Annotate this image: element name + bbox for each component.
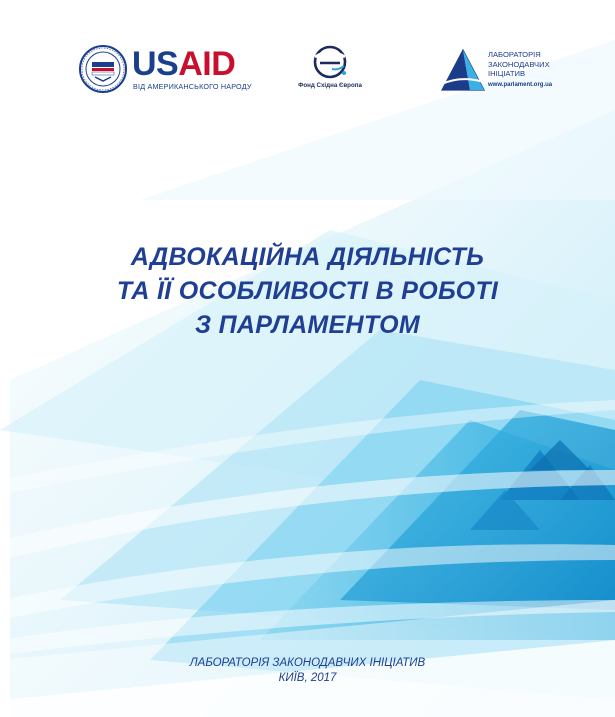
lab-name-line: ІНІЦІАТИВ <box>488 69 526 79</box>
east-europe-fund-caption: Фонд Східна Європа <box>298 82 362 89</box>
usaid-logo <box>78 44 252 94</box>
lab-name-line: ЗАКОНОДАВЧИХ <box>488 59 550 69</box>
report-title <box>0 240 615 342</box>
usaid-seal-icon <box>78 44 128 94</box>
lab-name <box>488 50 550 79</box>
lab-url: www.parlament.org.ua <box>488 82 553 88</box>
title-line: АДВОКАЦІЙНА ДІЯЛЬНІСТЬ <box>130 243 485 271</box>
lab-name-line: ЛАБОРАТОРІЯ <box>488 50 541 59</box>
lab-logo <box>440 46 580 96</box>
title-line: З ПАРЛАМЕНТОМ <box>195 311 420 339</box>
cover-footer <box>0 656 615 686</box>
east-europe-fund-logo <box>290 45 370 95</box>
usaid-wordmark: USAID <box>132 45 236 83</box>
usaid-tagline: ВІД АМЕРИКАНСЬКОГО НАРОДУ <box>133 82 252 91</box>
title-line: ТА ЇЇ ОСОБЛИВОСТІ В РОБОТІ <box>116 277 499 305</box>
east-europe-fund-icon <box>310 45 350 81</box>
place-year: КИЇВ, 2017 <box>278 672 337 684</box>
publisher-name: ЛАБОРАТОРІЯ ЗАКОНОДАВЧИХ ІНІЦІАТИВ <box>189 657 426 669</box>
lab-triangle-icon <box>440 48 486 94</box>
